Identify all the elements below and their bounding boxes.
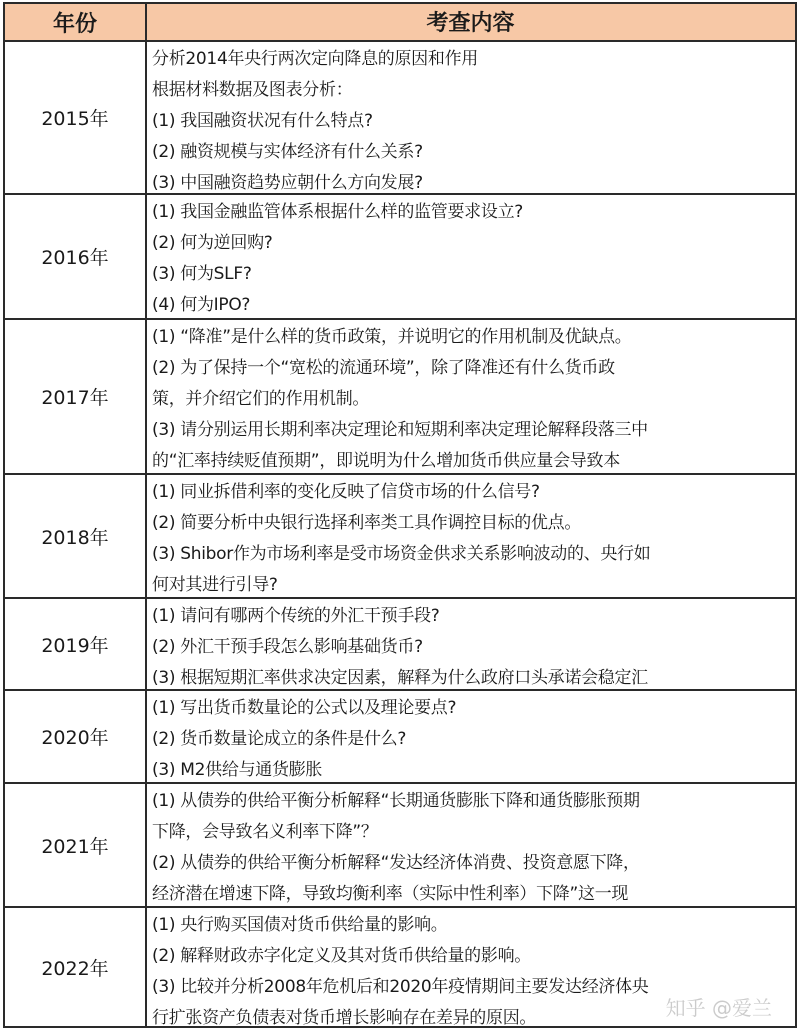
content-cell [147,691,795,782]
content-line: (3) 根据短期汇率供求决定因素，解释为什么政府口头承诺会稳定汇 [152,668,648,688]
year-cell: 2022年 [5,908,147,1026]
content-line: 行扩张资产负债表对货币增长影响存在差异的原因。 [152,1008,537,1026]
content-cell [147,475,795,597]
content-line: (2) 解释财政赤字化定义及其对货币供给量的影响。 [152,946,531,966]
content-line: 何对其进行引导? [152,575,278,595]
content-line: (2) 为了保持一个“宽松的流通环境”，除了降准还有什么货币政 [152,358,615,378]
watermark: 知乎 @爱兰 [665,996,772,1020]
year-cell: 2018年 [5,475,147,597]
content-line: (1) 请问有哪两个传统的外汇干预手段? [152,606,440,626]
content-line: (1) 央行购买国债对货币供给量的影响。 [152,915,448,935]
table-row [5,784,795,908]
content-line: (1) 我国融资状况有什么特点? [152,111,373,131]
content-line: 根据材料数据及图表分析： [152,80,353,100]
table-row [5,195,795,320]
content-line: (3) Shibor作为市场利率是受市场资金供求关系影响波动的、央行如 [152,544,651,564]
table-header-row [5,4,795,42]
content-line: (1) “降准”是什么样的货币政策，并说明它的作用机制及优缺点。 [152,327,632,347]
content-line: (3) 比较并分析2008年危机后和2020年疫情期间主要发达经济体央 [152,977,649,997]
table-row [5,599,795,691]
content-line: (3) 请分别运用长期利率决定理论和短期利率决定理论解释段落三中 [152,420,648,440]
content-line: 的“汇率持续贬值预期”，即说明为什么增加货币供应量会导致本 [152,451,620,471]
table-row [5,320,795,475]
year-cell: 2019年 [5,599,147,689]
table-row [5,475,795,599]
content-line: (4) 何为IPO? [152,295,251,315]
content-line: (2) 货币数量论成立的条件是什么? [152,729,407,749]
content-line: (2) 何为逆回购? [152,233,273,253]
year-cell: 2017年 [5,320,147,473]
content-line: 策，并介绍它们的作用机制。 [152,389,370,409]
content-line: (1) 我国金融监管体系根据什么样的监管要求设立? [152,202,524,222]
content-line: (2) 外汇干预手段怎么影响基础货币? [152,637,423,657]
year-cell: 2020年 [5,691,147,782]
content-cell [147,784,795,906]
content-cell [147,320,795,473]
content-line: 下降，会导致名义利率下降”？ [152,822,378,842]
content-cell [147,195,795,318]
year-cell: 2015年 [5,42,147,193]
content-line: (3) 何为SLF? [152,264,252,284]
table-row [5,42,795,195]
content-line: (1) 写出货币数量论的公式以及理论要点? [152,698,457,718]
year-cell: 2021年 [5,784,147,906]
header-year: 年份 [5,4,147,40]
content-line: (1) 同业拆借利率的变化反映了信贷市场的什么信号? [152,482,540,502]
content-line: (1) 从债券的供给平衡分析解释“长期通货膨胀下降和通货膨胀预期 [152,791,640,811]
header-content: 考查内容 [426,10,515,36]
content-line: (2) 从债券的供给平衡分析解释“发达经济体消费、投资意愿下降， [152,853,640,873]
content-line: 分析2014年央行两次定向降息的原因和作用 [152,49,478,69]
exam-topics-table [3,2,797,1028]
content-line: (2) 简要分析中央银行选择利率类工具作调控目标的优点。 [152,513,582,533]
content-cell [147,42,795,193]
year-cell: 2016年 [5,195,147,318]
content-line: 经济潜在增速下降，导致均衡利率（实际中性利率）下降”这一现 [152,884,629,904]
content-line: (2) 融资规模与实体经济有什么关系? [152,142,423,162]
content-line: (3) M2供给与通货膨胀 [152,760,323,780]
table-row [5,691,795,784]
content-line: (3) 中国融资趋势应朝什么方向发展? [152,173,423,193]
content-cell [147,599,795,689]
